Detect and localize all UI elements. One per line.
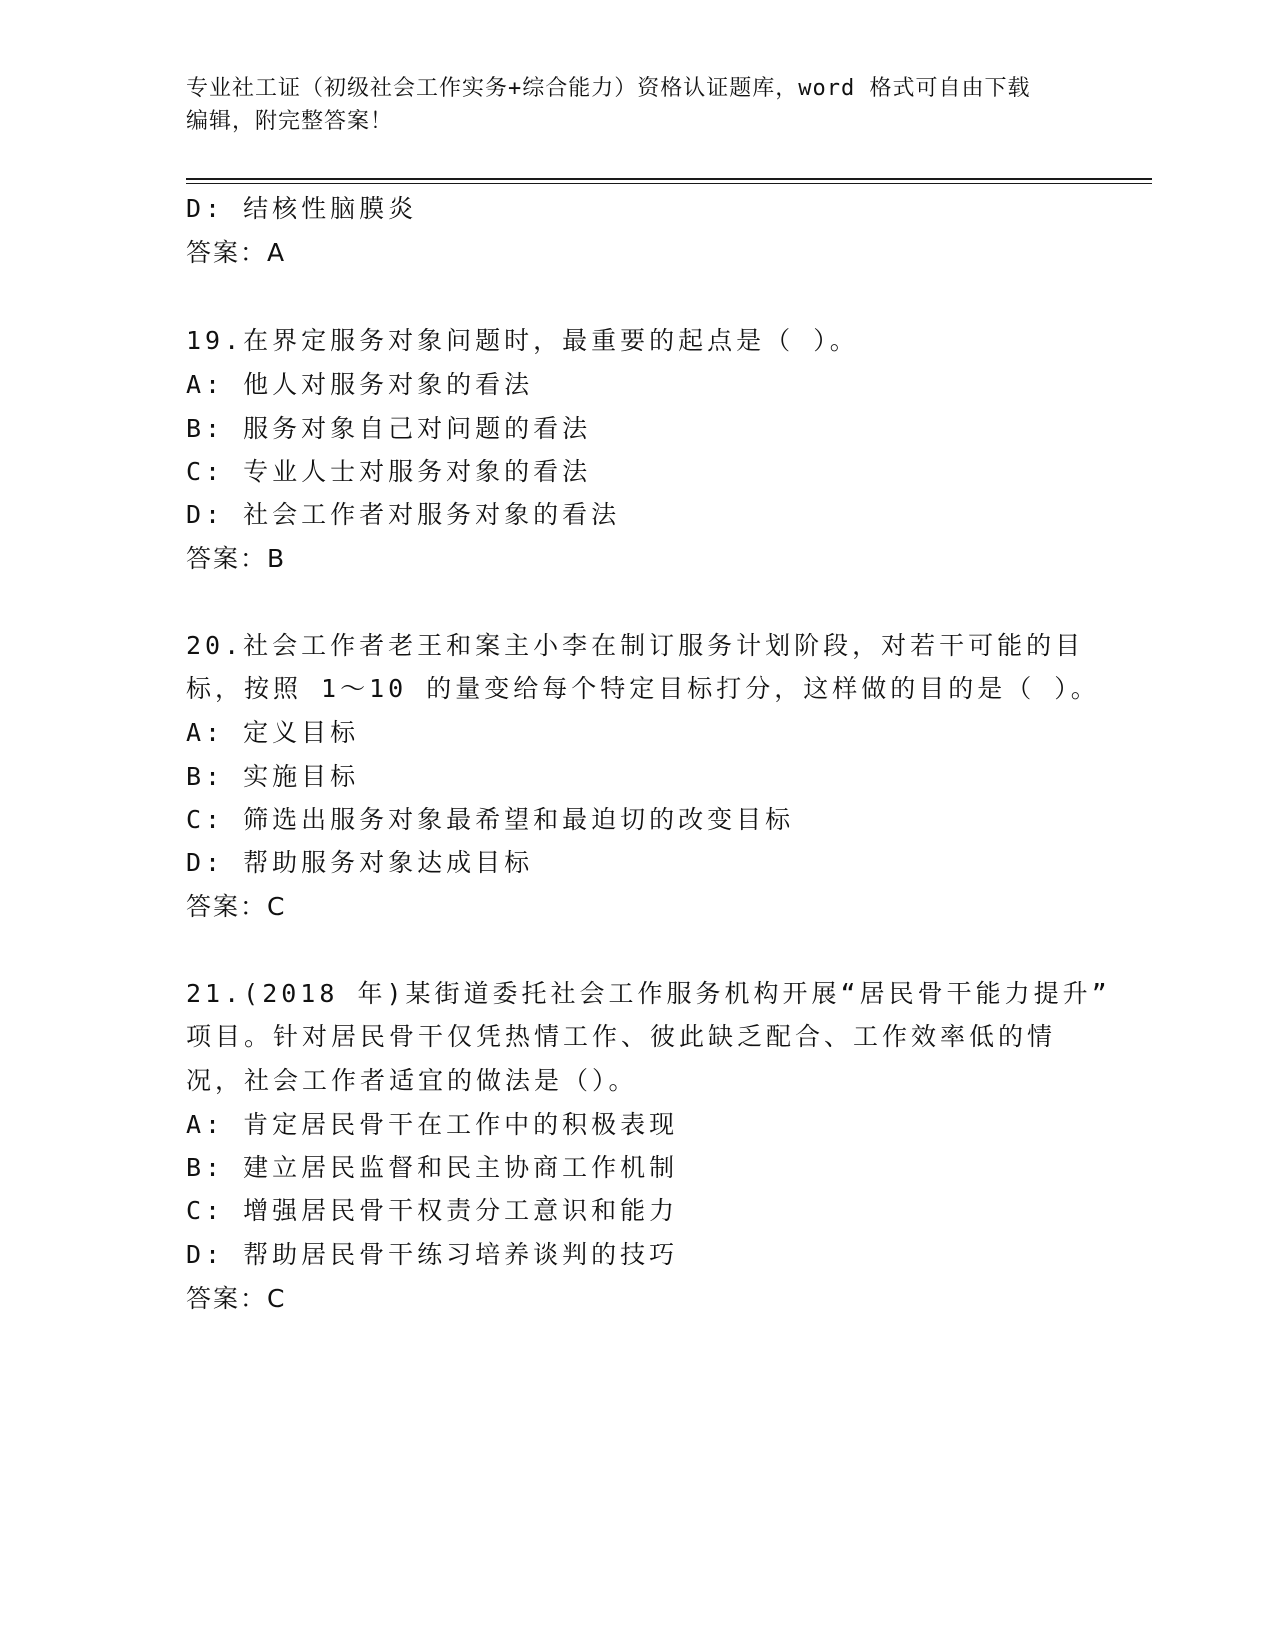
q19-answer: 答案：B [186, 544, 287, 573]
q19-option-a: A: 他人对服务对象的看法 [186, 370, 534, 399]
q20-option-d: D: 帮助服务对象达成目标 [186, 848, 534, 877]
q20-stem-line-1: 20.社会工作者老王和案主小李在制订服务计划阶段，对若干可能的目 [186, 631, 1085, 660]
q21-option-d: D: 帮助居民骨干练习培养谈判的技巧 [186, 1240, 679, 1269]
q21-answer: 答案：C [186, 1284, 287, 1313]
header-divider-thin [186, 183, 1152, 184]
header-line-2: 编辑，附完整答案！ [186, 109, 394, 134]
q19-option-b: B: 服务对象自己对问题的看法 [186, 414, 592, 443]
q18-answer: 答案：A [186, 238, 287, 267]
q21-option-c: C: 增强居民骨干权责分工意识和能力 [186, 1196, 679, 1225]
q21-stem-line-1: 21.(2018 年)某街道委托社会工作服务机构开展“居民骨干能力提升” [186, 979, 1111, 1008]
header-divider-thick [186, 178, 1152, 180]
q21-option-a: A: 肯定居民骨干在工作中的积极表现 [186, 1110, 679, 1139]
q20-option-a: A: 定义目标 [186, 718, 360, 747]
q20-answer: 答案：C [186, 892, 287, 921]
q18-option-d: D: 结核性脑膜炎 [186, 194, 418, 223]
document-header [186, 72, 1086, 138]
q21-option-b: B: 建立居民监督和民主协商工作机制 [186, 1153, 679, 1182]
header-line-1: 专业社工证（初级社会工作实务+综合能力）资格认证题库，word 格式可自由下载 [186, 76, 1031, 101]
q19-option-c: C: 专业人士对服务对象的看法 [186, 457, 592, 486]
q21-stem-line-2: 项目。针对居民骨干仅凭热情工作、彼此缺乏配合、工作效率低的情 [186, 1022, 1057, 1051]
q20-option-c: C: 筛选出服务对象最希望和最迫切的改变目标 [186, 805, 795, 834]
q19-stem: 19.在界定服务对象问题时，最重要的起点是（ ）。 [186, 326, 859, 355]
q20-option-b: B: 实施目标 [186, 762, 360, 791]
q20-stem-line-2: 标，按照 1～10 的量变给每个特定目标打分，这样做的目的是（ ）。 [186, 674, 1100, 703]
q19-option-d: D: 社会工作者对服务对象的看法 [186, 500, 621, 529]
q21-stem-line-3: 况，社会工作者适宜的做法是（）。 [186, 1066, 638, 1095]
